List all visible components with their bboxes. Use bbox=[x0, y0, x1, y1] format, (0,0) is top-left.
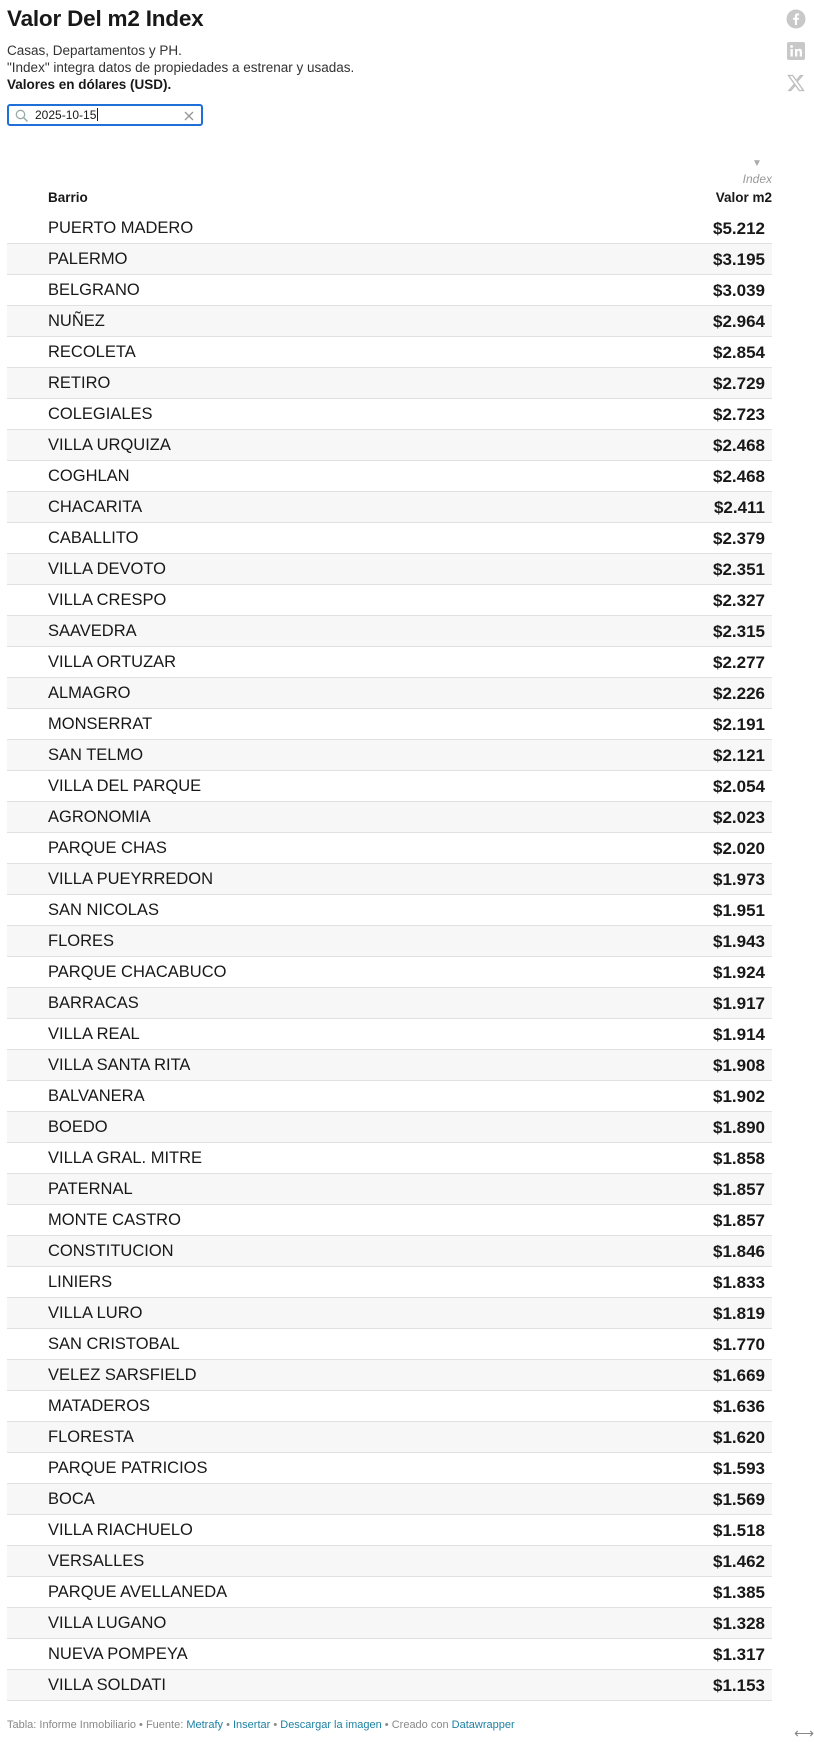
clear-icon[interactable] bbox=[183, 109, 195, 127]
valor-cell: $2.723 bbox=[713, 405, 765, 424]
facebook-icon[interactable] bbox=[786, 9, 806, 29]
valor-cell: $1.917 bbox=[713, 994, 765, 1013]
valor-cell: $2.315 bbox=[713, 622, 765, 641]
barrio-cell: RECOLETA bbox=[48, 343, 136, 361]
valor-cell: $1.914 bbox=[713, 1025, 765, 1044]
valor-cell: $2.468 bbox=[713, 467, 765, 486]
table-row bbox=[7, 616, 772, 647]
valor-cell: $1.890 bbox=[713, 1118, 765, 1137]
table-row bbox=[7, 244, 772, 275]
table-body bbox=[7, 213, 772, 1701]
resize-icon[interactable]: ⟷ bbox=[794, 1725, 814, 1741]
barrio-cell: BALVANERA bbox=[48, 1087, 145, 1105]
valor-cell: $2.121 bbox=[713, 746, 765, 765]
barrio-cell: SAAVEDRA bbox=[48, 622, 137, 640]
barrio-cell: VILLA PUEYRREDON bbox=[48, 870, 214, 888]
barrio-cell: PARQUE CHACABUCO bbox=[48, 963, 227, 981]
valor-cell: $2.854 bbox=[713, 343, 765, 362]
table-row bbox=[7, 368, 772, 399]
barrio-cell: MONSERRAT bbox=[48, 715, 153, 733]
barrio-cell: PARQUE CHAS bbox=[48, 839, 167, 857]
footer-separator: • bbox=[223, 1719, 233, 1731]
table-row bbox=[7, 709, 772, 740]
table-row bbox=[7, 926, 772, 957]
table-row bbox=[7, 1236, 772, 1267]
valor-cell: $1.833 bbox=[713, 1273, 765, 1292]
table-row bbox=[7, 771, 772, 802]
valor-cell: $2.226 bbox=[713, 684, 765, 703]
valor-cell: $1.924 bbox=[713, 963, 765, 982]
barrio-cell: FLORES bbox=[48, 932, 115, 950]
table-row bbox=[7, 1608, 772, 1639]
table-row bbox=[7, 988, 772, 1019]
barrio-cell: VELEZ SARSFIELD bbox=[48, 1366, 197, 1384]
valor-cell: $2.327 bbox=[713, 591, 765, 610]
barrio-cell: VILLA ORTUZAR bbox=[48, 653, 177, 671]
barrio-cell: PARQUE AVELLANEDA bbox=[48, 1583, 228, 1601]
table-row bbox=[7, 1422, 772, 1453]
search-field[interactable] bbox=[7, 104, 203, 126]
column-group-header: Index bbox=[742, 172, 772, 186]
column-header-barrio[interactable]: Barrio bbox=[48, 190, 88, 205]
barrio-cell: SAN CRISTOBAL bbox=[48, 1335, 180, 1353]
table-row bbox=[7, 306, 772, 337]
barrio-cell: PUERTO MADERO bbox=[48, 219, 194, 237]
table-row bbox=[7, 1515, 772, 1546]
valor-cell: $2.277 bbox=[713, 653, 765, 672]
valor-cell: $1.908 bbox=[713, 1056, 765, 1075]
barrio-cell: VILLA CRESPO bbox=[48, 591, 167, 609]
search-input[interactable]: 2025-10-15 bbox=[35, 108, 97, 122]
barrio-cell: VILLA DEL PARQUE bbox=[48, 777, 202, 795]
barrio-cell: LINIERS bbox=[48, 1273, 113, 1291]
table-row bbox=[7, 802, 772, 833]
barrio-cell: SAN TELMO bbox=[48, 746, 144, 764]
column-header-valor[interactable]: Valor m2 bbox=[715, 190, 772, 205]
valor-cell: $1.819 bbox=[713, 1304, 765, 1323]
table-row bbox=[7, 1484, 772, 1515]
valor-cell: $3.195 bbox=[713, 250, 765, 269]
barrio-cell: MONTE CASTRO bbox=[48, 1211, 181, 1229]
valor-cell: $1.593 bbox=[713, 1459, 765, 1478]
sort-arrow-icon[interactable]: ▼ bbox=[752, 158, 762, 169]
barrio-cell: AGRONOMIA bbox=[48, 808, 151, 826]
barrio-cell: PATERNAL bbox=[48, 1180, 133, 1198]
table-row bbox=[7, 585, 772, 616]
valor-cell: $2.054 bbox=[713, 777, 765, 796]
barrio-cell: VILLA GRAL. MITRE bbox=[48, 1149, 203, 1167]
barrio-cell: ALMAGRO bbox=[48, 684, 131, 702]
barrio-cell: FLORESTA bbox=[48, 1428, 134, 1446]
table-row bbox=[7, 1205, 772, 1236]
barrio-cell: BOEDO bbox=[48, 1118, 108, 1136]
valor-cell: $1.328 bbox=[713, 1614, 765, 1633]
barrio-cell: RETIRO bbox=[48, 374, 111, 392]
valor-cell: $2.379 bbox=[713, 529, 765, 548]
table-row bbox=[7, 337, 772, 368]
valor-cell: $5.212 bbox=[713, 219, 765, 238]
table-row bbox=[7, 1298, 772, 1329]
barrio-cell: VILLA SANTA RITA bbox=[48, 1056, 191, 1074]
datawrapper-link[interactable]: Datawrapper bbox=[451, 1719, 515, 1731]
barrio-cell: VILLA REAL bbox=[48, 1025, 140, 1043]
valor-cell: $1.385 bbox=[713, 1583, 765, 1602]
valor-cell: $1.569 bbox=[713, 1490, 765, 1509]
table-row bbox=[7, 1050, 772, 1081]
table-row bbox=[7, 1174, 772, 1205]
valor-cell: $2.351 bbox=[713, 560, 765, 579]
table-row bbox=[7, 864, 772, 895]
valor-cell: $2.468 bbox=[713, 436, 765, 455]
barrio-cell: PALERMO bbox=[48, 250, 128, 268]
footer bbox=[7, 1719, 515, 1731]
barrio-cell: CHACARITA bbox=[48, 498, 143, 516]
valor-cell: $2.023 bbox=[713, 808, 765, 827]
valor-cell: $1.858 bbox=[713, 1149, 765, 1168]
table-row bbox=[7, 1143, 772, 1174]
table-row bbox=[7, 647, 772, 678]
valor-cell: $1.857 bbox=[713, 1211, 765, 1230]
barrio-cell: CABALLITO bbox=[48, 529, 139, 547]
table-row bbox=[7, 1577, 772, 1608]
table-row bbox=[7, 1112, 772, 1143]
table-row bbox=[7, 957, 772, 988]
valor-cell: $1.943 bbox=[713, 932, 765, 951]
barrio-cell: VILLA SOLDATI bbox=[48, 1676, 166, 1694]
table-row bbox=[7, 1360, 772, 1391]
table-row bbox=[7, 833, 772, 864]
barrio-cell: NUÑEZ bbox=[48, 312, 105, 330]
valor-cell: $3.039 bbox=[713, 281, 765, 300]
barrio-cell: PARQUE PATRICIOS bbox=[48, 1459, 208, 1477]
download-image-link[interactable]: Descargar la imagen bbox=[280, 1719, 382, 1731]
barrio-cell: VILLA RIACHUELO bbox=[48, 1521, 193, 1539]
valor-cell: $1.857 bbox=[713, 1180, 765, 1199]
barrio-cell: VILLA DEVOTO bbox=[48, 560, 166, 578]
table-row bbox=[7, 554, 772, 585]
valor-cell: $2.729 bbox=[713, 374, 765, 393]
page-title: Valor Del m2 Index bbox=[7, 6, 204, 31]
valor-cell: $1.902 bbox=[713, 1087, 765, 1106]
description-line-3: Valores en dólares (USD). bbox=[7, 77, 172, 92]
table-row bbox=[7, 1267, 772, 1298]
valor-cell: $2.191 bbox=[713, 715, 765, 734]
table-row bbox=[7, 1639, 772, 1670]
table-row bbox=[7, 492, 772, 523]
barrio-cell: VILLA URQUIZA bbox=[48, 436, 171, 454]
valor-cell: $1.846 bbox=[713, 1242, 765, 1261]
barrio-cell: VILLA LUGANO bbox=[48, 1614, 167, 1632]
table-row bbox=[7, 1391, 772, 1422]
table-row bbox=[7, 399, 772, 430]
valor-cell: $1.153 bbox=[713, 1676, 765, 1695]
search-icon bbox=[15, 109, 29, 128]
barrio-cell: CONSTITUCION bbox=[48, 1242, 174, 1260]
table-row bbox=[7, 430, 772, 461]
table-row bbox=[7, 1546, 772, 1577]
barrio-cell: COLEGIALES bbox=[48, 405, 153, 423]
table-row bbox=[7, 1019, 772, 1050]
table-row bbox=[7, 523, 772, 554]
barrio-cell: BARRACAS bbox=[48, 994, 139, 1012]
footer-created-with: • Creado con bbox=[381, 1719, 452, 1731]
valor-cell: $1.636 bbox=[713, 1397, 765, 1416]
valor-cell: $1.770 bbox=[713, 1335, 765, 1354]
valor-cell: $1.951 bbox=[713, 901, 765, 920]
table-row bbox=[7, 740, 772, 771]
table-row bbox=[7, 895, 772, 926]
barrio-cell: MATADEROS bbox=[48, 1397, 151, 1415]
valor-cell: $1.620 bbox=[713, 1428, 765, 1447]
barrio-cell: VERSALLES bbox=[48, 1552, 145, 1570]
table-row bbox=[7, 461, 772, 492]
valor-cell: $1.317 bbox=[713, 1645, 765, 1664]
linkedin-icon[interactable] bbox=[786, 41, 806, 61]
description bbox=[7, 42, 354, 93]
footer-source-text: Tabla: Informe Inmobiliario • Fuente: bbox=[7, 1719, 187, 1731]
valor-cell: $1.462 bbox=[713, 1552, 765, 1571]
barrio-cell: NUEVA POMPEYA bbox=[48, 1645, 188, 1663]
barrio-cell: COGHLAN bbox=[48, 467, 130, 485]
table-row bbox=[7, 1670, 772, 1701]
table-row bbox=[7, 1329, 772, 1360]
description-line-1: Casas, Departamentos y PH. bbox=[7, 43, 182, 58]
footer-separator: • bbox=[270, 1719, 281, 1731]
table-row bbox=[7, 1453, 772, 1484]
valor-cell: $1.973 bbox=[713, 870, 765, 889]
valor-cell: $2.411 bbox=[713, 498, 765, 517]
valor-cell: $1.518 bbox=[713, 1521, 765, 1540]
valor-cell: $2.964 bbox=[713, 312, 765, 331]
barrio-cell: BOCA bbox=[48, 1490, 95, 1508]
table-row bbox=[7, 678, 772, 709]
table-row bbox=[7, 275, 772, 306]
barrio-cell: VILLA LURO bbox=[48, 1304, 143, 1322]
embed-link[interactable]: Insertar bbox=[232, 1719, 271, 1731]
description-line-2: "Index" integra datos de propiedades a estrenar y usadas. bbox=[7, 60, 355, 75]
barrio-cell: SAN NICOLAS bbox=[48, 901, 159, 919]
valor-cell: $1.669 bbox=[713, 1366, 765, 1385]
x-icon[interactable] bbox=[786, 73, 806, 93]
table-row bbox=[7, 1081, 772, 1112]
valor-cell: $2.020 bbox=[713, 839, 765, 858]
source-link[interactable]: Metrafy bbox=[186, 1719, 224, 1731]
table-row bbox=[7, 213, 772, 244]
barrio-cell: BELGRANO bbox=[48, 281, 140, 299]
